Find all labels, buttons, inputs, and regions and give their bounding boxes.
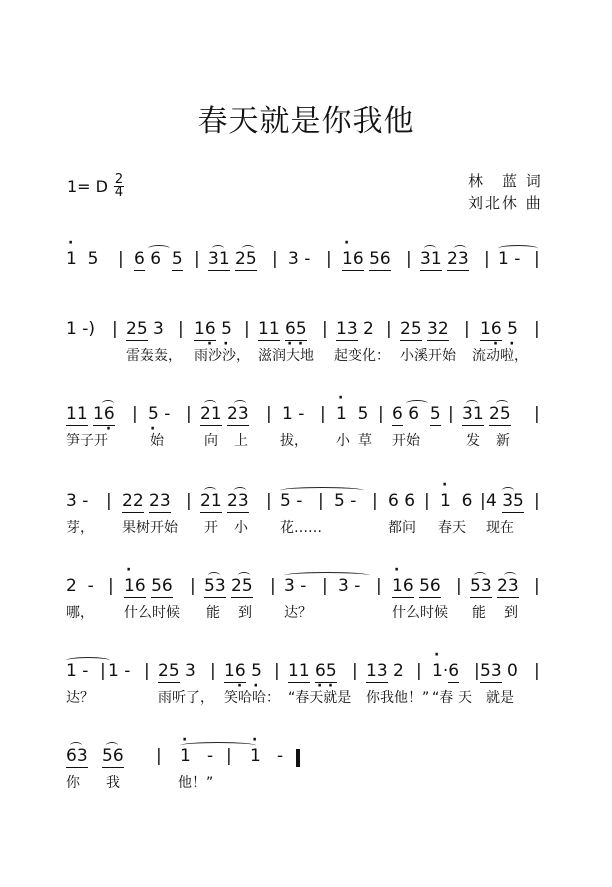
notes-row-2: 1 -) | 25 3 | 16 · 5 · | 11 6 ·5 · | 13 2 | 25 32 | 16 · 5 · | — [66, 315, 556, 345]
score-row-3 — [66, 400, 556, 452]
score-row-6 — [66, 657, 556, 709]
time-signature: $\frac{2}{4}$ — [114, 172, 124, 200]
score-title: 春天就是你我他 — [197, 104, 415, 139]
notes-row-7: 63 56 | · 1 - | · 1 - — [66, 742, 556, 772]
key-signature — [67, 174, 124, 199]
final-barline — [296, 749, 300, 767]
lyrics-row-5: 哪， 什么时候 能 到 达？ 什么时候 能 到 — [66, 605, 518, 621]
score-row-5 — [66, 572, 556, 624]
lyricist: 林 蓝 词 — [468, 172, 543, 190]
notes-row-4: 3 - | 22 23 | 21 23 | 5 - | 5 - | 6 6 | · 1 6 | 4 35 | — [66, 487, 556, 517]
score-row-1 — [66, 245, 556, 275]
score-row-4 — [66, 487, 556, 539]
score-row-2 — [66, 315, 556, 367]
lyrics-row-3: 笋子开 始 向 上 拔， 小 草 开始 发 新 — [66, 433, 510, 449]
notes-row-1: · 1 5 | 6 6 5 | 31 25 | 3 - | · 16 56 | 31 23 | 1 - | — [66, 245, 556, 275]
key-label: 1= D — [67, 177, 108, 196]
score-row-7 — [66, 742, 556, 794]
composer: 刘北休 曲 — [468, 194, 543, 212]
credits — [468, 170, 543, 214]
lyrics-row-6: 达？ 雨听了， 笑哈哈： “春天就是 你我他！” “春 天 就是 — [66, 690, 514, 706]
lyrics-row-7: 你 我 他！” — [66, 775, 214, 791]
notes-row-5: 2 - | · 16 56 | 53 25 | 3 - | 3 - | · 16 56 | 53 23 | — [66, 572, 556, 602]
notes-row-3: 11 16 · | 5 · - | 21 23 | 1 - | · 1 5 | 6 6 5 | 31 25 | — [66, 400, 556, 430]
lyrics-row-4: 芽， 果树开始 开 小 花…… 都问 春天 现在 — [66, 520, 514, 536]
lyrics-row-2: 雷轰轰， 雨沙沙， 滋润大地 起变化： 小溪开始 流动啦， — [126, 348, 528, 364]
notes-row-6: 1 - | 1 - | 25 3 | 16 · 5 · | 11 6 ·5 · | 13 2 | · 1·6 | 53 0 | — [66, 657, 556, 687]
